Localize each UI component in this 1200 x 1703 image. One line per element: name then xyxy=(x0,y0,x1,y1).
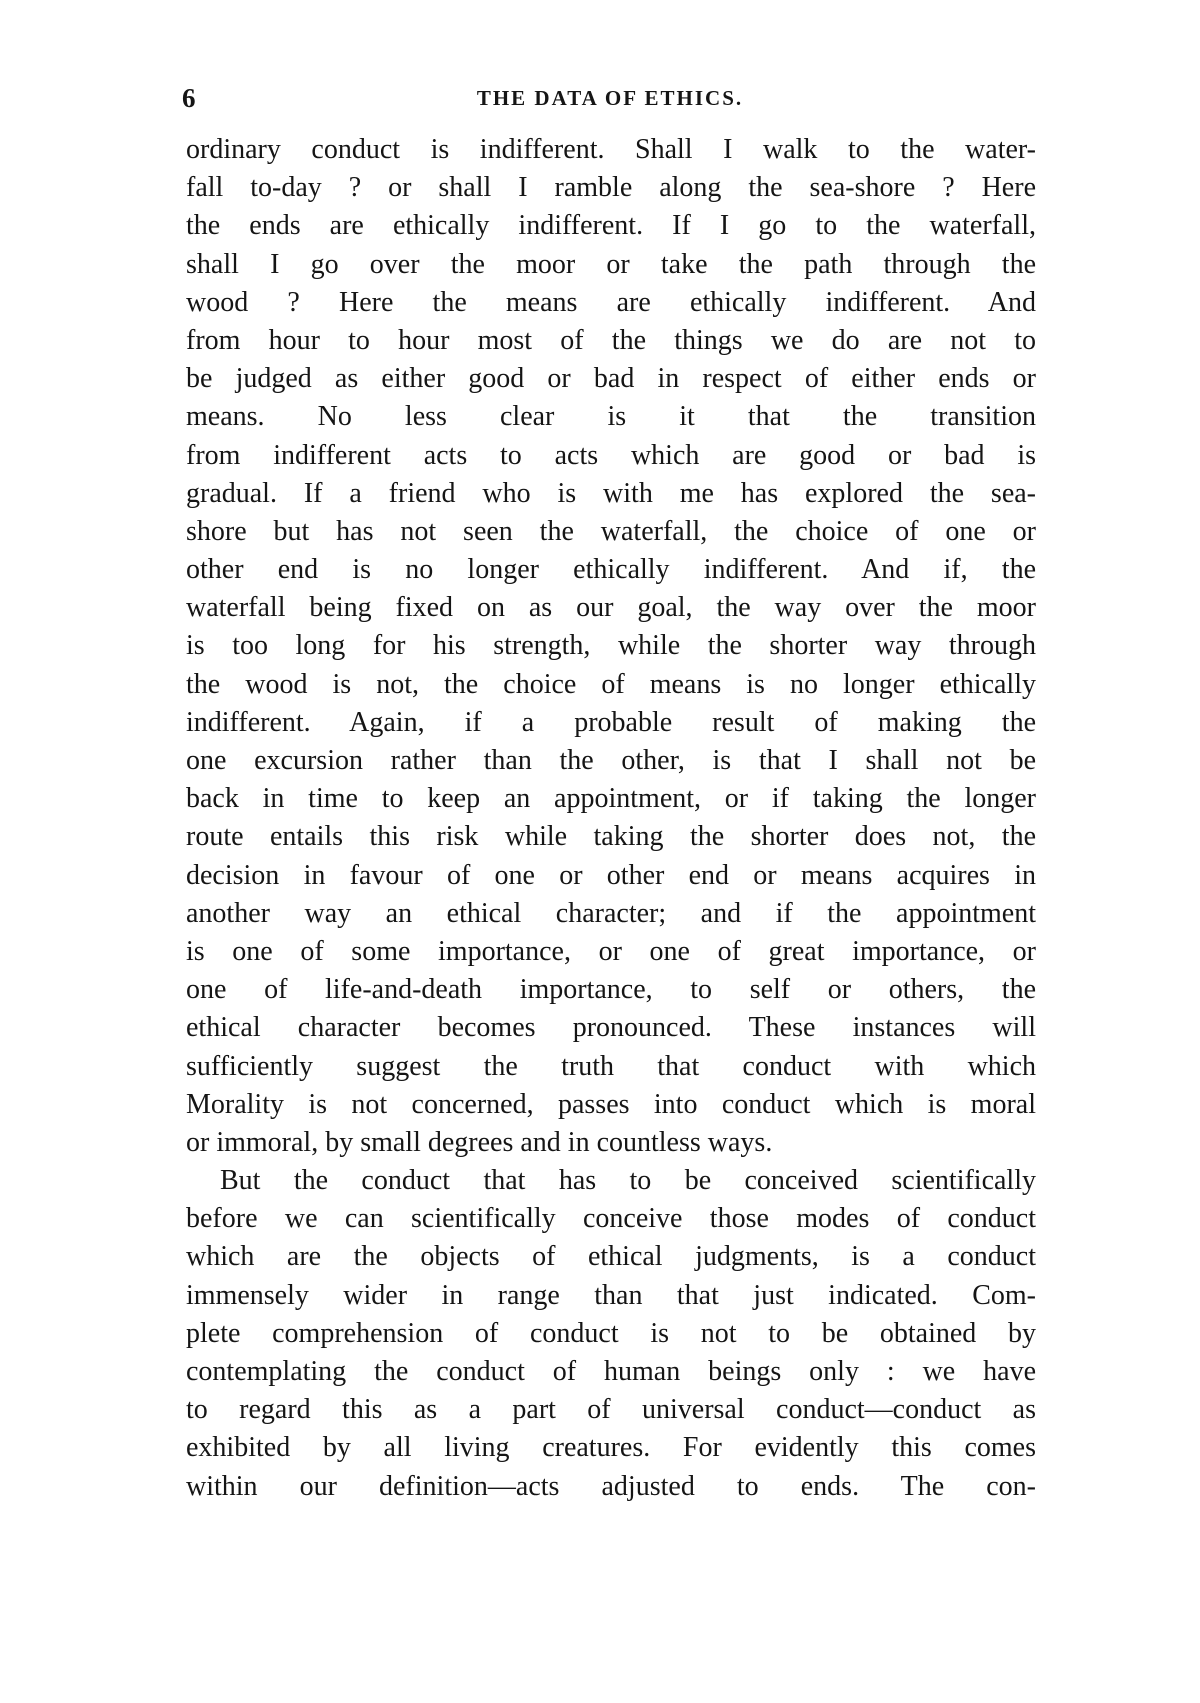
paragraph-end-line: or immoral, by small degrees and in countless ways. xyxy=(186,1126,773,1158)
text-line: route entails this risk while taking the shorter does not, the xyxy=(186,821,1036,853)
text-line: is too long for his strength, while the shorter way through xyxy=(186,630,1036,662)
text-line: another way an ethical character; and if the appointment xyxy=(186,897,1036,929)
text-line: immensely wider in range than that just indicated. Com- xyxy=(186,1279,1036,1311)
running-head: THE DATA OF ETHICS. xyxy=(476,86,744,110)
text-line: which are the objects of ethical judgments, is a conduct xyxy=(186,1241,1036,1273)
page-number: 6 xyxy=(182,83,196,113)
page-header xyxy=(182,78,1038,118)
text-line: shall I go over the moor or take the path through the xyxy=(186,248,1036,280)
text-line: one of life-and-death importance, to self or others, the xyxy=(186,974,1036,1006)
text-line: shore but has not seen the waterfall, the choice of one or xyxy=(186,515,1036,547)
text-line: ethical character becomes pronounced. These instances will xyxy=(186,1012,1036,1044)
body-text xyxy=(186,131,1036,1506)
text-line: means. No less clear is it that the transition xyxy=(186,401,1036,433)
text-line: gradual. If a friend who is with me has explored the sea- xyxy=(186,477,1036,509)
text-line: before we can scientifically conceive those modes of conduct xyxy=(186,1203,1036,1235)
text-line: within our definition—acts adjusted to ends. The con- xyxy=(186,1470,1036,1502)
text-line: decision in favour of one or other end or means acquires in xyxy=(186,859,1036,891)
text-line: the ends are ethically indifferent. If I go to the waterfall, xyxy=(186,210,1036,242)
text-line: wood ? Here the means are ethically indifferent. And xyxy=(186,286,1036,318)
text-line: sufficiently suggest the truth that conduct with which xyxy=(186,1050,1036,1082)
text-line: contemplating the conduct of human beings only : we have xyxy=(186,1356,1036,1387)
text-line: the wood is not, the choice of means is no longer ethically xyxy=(186,668,1036,700)
text-line: Morality is not concerned, passes into conduct which is moral xyxy=(186,1088,1036,1120)
text-line: waterfall being fixed on as our goal, the way over the moor xyxy=(186,592,1036,624)
text-line: back in time to keep an appointment, or if taking the longer xyxy=(186,783,1036,815)
text-line: one excursion rather than the other, is that I shall not be xyxy=(186,745,1036,776)
text-line: is one of some importance, or one of great importance, or xyxy=(186,935,1036,967)
text-line: indifferent. Again, if a probable result of making the xyxy=(186,706,1036,738)
text-line: ordinary conduct is indifferent. Shall I walk to the water- xyxy=(186,134,1036,165)
text-line: to regard this as a part of universal conduct—conduct as xyxy=(186,1394,1036,1426)
text-line: be judged as either good or bad in respect of either ends or xyxy=(186,363,1036,395)
text-line: from hour to hour most of the things we do are not to xyxy=(186,324,1036,356)
text-line: other end is no longer ethically indifferent. And if, the xyxy=(186,554,1036,586)
text-line: exhibited by all living creatures. For evidently this comes xyxy=(186,1432,1036,1464)
text-line: fall to-day ? or shall I ramble along the sea-shore ? Here xyxy=(186,172,1036,204)
paragraph-start-line: But the conduct that has to be conceived scientifically xyxy=(220,1165,1036,1197)
text-line: plete comprehension of conduct is not to be obtained by xyxy=(186,1317,1036,1349)
text-line: from indifferent acts to acts which are good or bad is xyxy=(186,439,1036,471)
